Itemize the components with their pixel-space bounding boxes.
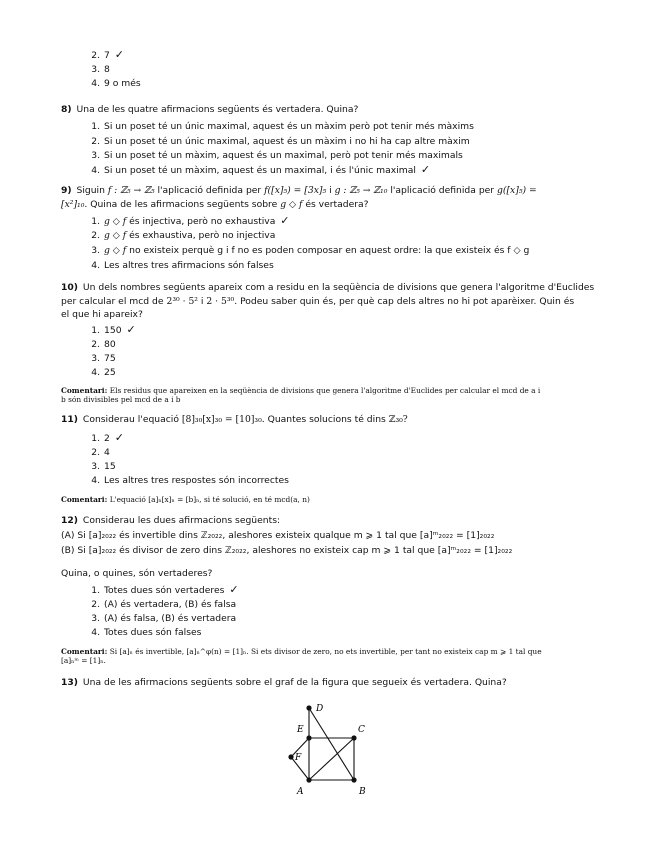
label-e: E bbox=[297, 725, 304, 735]
q12-statement-b: (B) Si [a]₂₀₂₂ és divisor de zero dins ℤ₂₀₂₂, aleshores no existeix cap m ⩾ 1 tal que [a]ᵐ₂₀₂₂ = [1]₂₀₂₂ bbox=[61, 545, 513, 556]
prev-option-4: 4. 9 o més bbox=[91, 78, 141, 89]
vertex-f bbox=[288, 754, 293, 759]
label-b: B bbox=[359, 787, 366, 797]
label-d: D bbox=[316, 704, 324, 714]
q10-option-2: 2. 80 bbox=[91, 339, 116, 350]
q10-comment: Comentari: Els residus que apareixen en la seqüència de divisions que genera l'algoritme d'Euclides per calcular el mcd de a i b són divisibles pel mcd de a i b bbox=[61, 386, 541, 405]
q9-option-4: 4. Les altres tres afirmacions són falses bbox=[91, 260, 274, 271]
check-mark-icon: ✓ bbox=[114, 431, 124, 444]
q12-question: Quina, o quines, són vertaderes? bbox=[61, 568, 213, 579]
q12-option-3: 3. (A) és falsa, (B) és vertadera bbox=[91, 613, 237, 624]
q8-option-1: 1. Si un poset té un únic maximal, aquest és un màxim però pot tenir més màxims bbox=[91, 121, 474, 132]
q10-option-3: 3. 75 bbox=[91, 353, 116, 364]
q9-option-2: 2. g ◇ f és exhaustiva, però no injectiva bbox=[91, 230, 276, 241]
vertex-e bbox=[306, 735, 311, 740]
prev-option-2: 2. 7 ✓ bbox=[91, 48, 124, 61]
q8-option-2: 2. Si un poset té un únic maximal, aquest és un màxim i no hi ha cap altre màxim bbox=[91, 136, 470, 147]
check-mark-icon: ✓ bbox=[229, 583, 239, 596]
q12-option-4: 4. Totes dues són falses bbox=[91, 627, 202, 638]
prev-option-3: 3. 8 bbox=[91, 64, 110, 75]
label-a: A bbox=[297, 787, 304, 797]
graph-figure bbox=[270, 695, 390, 805]
q8-option-3: 3. Si un poset té un màxim, aquest és un maximal, però pot tenir més maximals bbox=[91, 150, 463, 161]
question-9-line-2: [x²]₁₀. Quina de les afirmacions següents sobre g ◇ f és vertadera? bbox=[61, 199, 369, 210]
label-f: F bbox=[295, 753, 302, 763]
q9-option-1: 1. g ◇ f és injectiva, però no exhaustiva ✓ bbox=[91, 214, 290, 227]
q11-option-4: 4. Les altres tres respostes són incorrectes bbox=[91, 475, 289, 486]
question-11: 11) Considerau l'equació [8]₃₀[x]₃₀ = [10]₃₀. Quantes solucions té dins ℤ₃₀? bbox=[61, 414, 408, 425]
vertex-d bbox=[306, 705, 311, 710]
q8-option-4: 4. Si un poset té un màxim, aquest és un maximal, i és l'únic maximal ✓ bbox=[91, 163, 431, 176]
question-10-line-2: per calcular el mcd de 2³⁰ · 5² i 2 · 5³⁰. Podeu saber quin és, per què cap dels altres no hi pot aparèixer. Quin és bbox=[61, 296, 575, 307]
vertex-a bbox=[306, 777, 311, 782]
q11-option-1: 1. 2 ✓ bbox=[91, 431, 124, 444]
q11-comment: Comentari: L'equació [a]ₙ[x]ₙ = [b]ₙ, si té solució, en té mcd(a, n) bbox=[61, 495, 310, 504]
q11-option-2: 2. 4 bbox=[91, 447, 110, 458]
check-mark-icon: ✓ bbox=[114, 48, 124, 61]
q12-statement-a: (A) Si [a]₂₀₂₂ és invertible dins ℤ₂₀₂₂, aleshores existeix qualque m ⩾ 1 tal que [a]ᵐ₂₀₂₂ = [1]₂₀₂₂ bbox=[61, 530, 495, 541]
check-mark-icon: ✓ bbox=[126, 323, 136, 336]
q11-option-3: 3. 15 bbox=[91, 461, 116, 472]
question-10-line-3: el que hi apareix? bbox=[61, 309, 143, 320]
question-8: 8) Una de les quatre afirmacions següents és vertadera. Quina? bbox=[61, 104, 359, 115]
question-12: 12) Considerau les dues afirmacions següents: bbox=[61, 515, 281, 526]
q10-option-1: 1. 150 ✓ bbox=[91, 323, 136, 336]
q12-option-2: 2. (A) és vertadera, (B) és falsa bbox=[91, 599, 237, 610]
label-c: C bbox=[358, 725, 365, 735]
q12-comment: Comentari: Si [a]ₙ és invertible, [a]ₙ^φ(n) = [1]ₙ. Si ets divisor de zero, no ets invertible, per tant no existeix cap m ⩾ 1 tal que [a]ₙᵐ = [1]ₙ. bbox=[61, 647, 542, 666]
question-10-line-1: 10) Un dels nombres següents apareix com a residu en la seqüència de divisions que genera l'algoritme d'Euclides bbox=[61, 282, 595, 293]
question-13: 13) Una de les afirmacions següents sobre el graf de la figura que segueix és vertadera. Quina? bbox=[61, 677, 507, 688]
q10-option-4: 4. 25 bbox=[91, 367, 116, 378]
question-9-line-1: 9) Siguin f : ℤ₅ → ℤ₅ l'aplicació definida per f([x]₅) = [3x]₅ i g : ℤ₅ → ℤ₁₀ l'aplicació definida per g([x]₅) = bbox=[61, 185, 537, 196]
vertex-c bbox=[351, 735, 356, 740]
vertex-b bbox=[351, 777, 356, 782]
check-mark-icon: ✓ bbox=[280, 214, 290, 227]
q9-option-3: 3. g ◇ f no existeix perquè g i f no es poden composar en aquest ordre: la que existeix és f ◇ g bbox=[91, 245, 530, 256]
check-mark-icon: ✓ bbox=[420, 163, 431, 176]
q12-option-1: 1. Totes dues són vertaderes ✓ bbox=[91, 583, 239, 596]
